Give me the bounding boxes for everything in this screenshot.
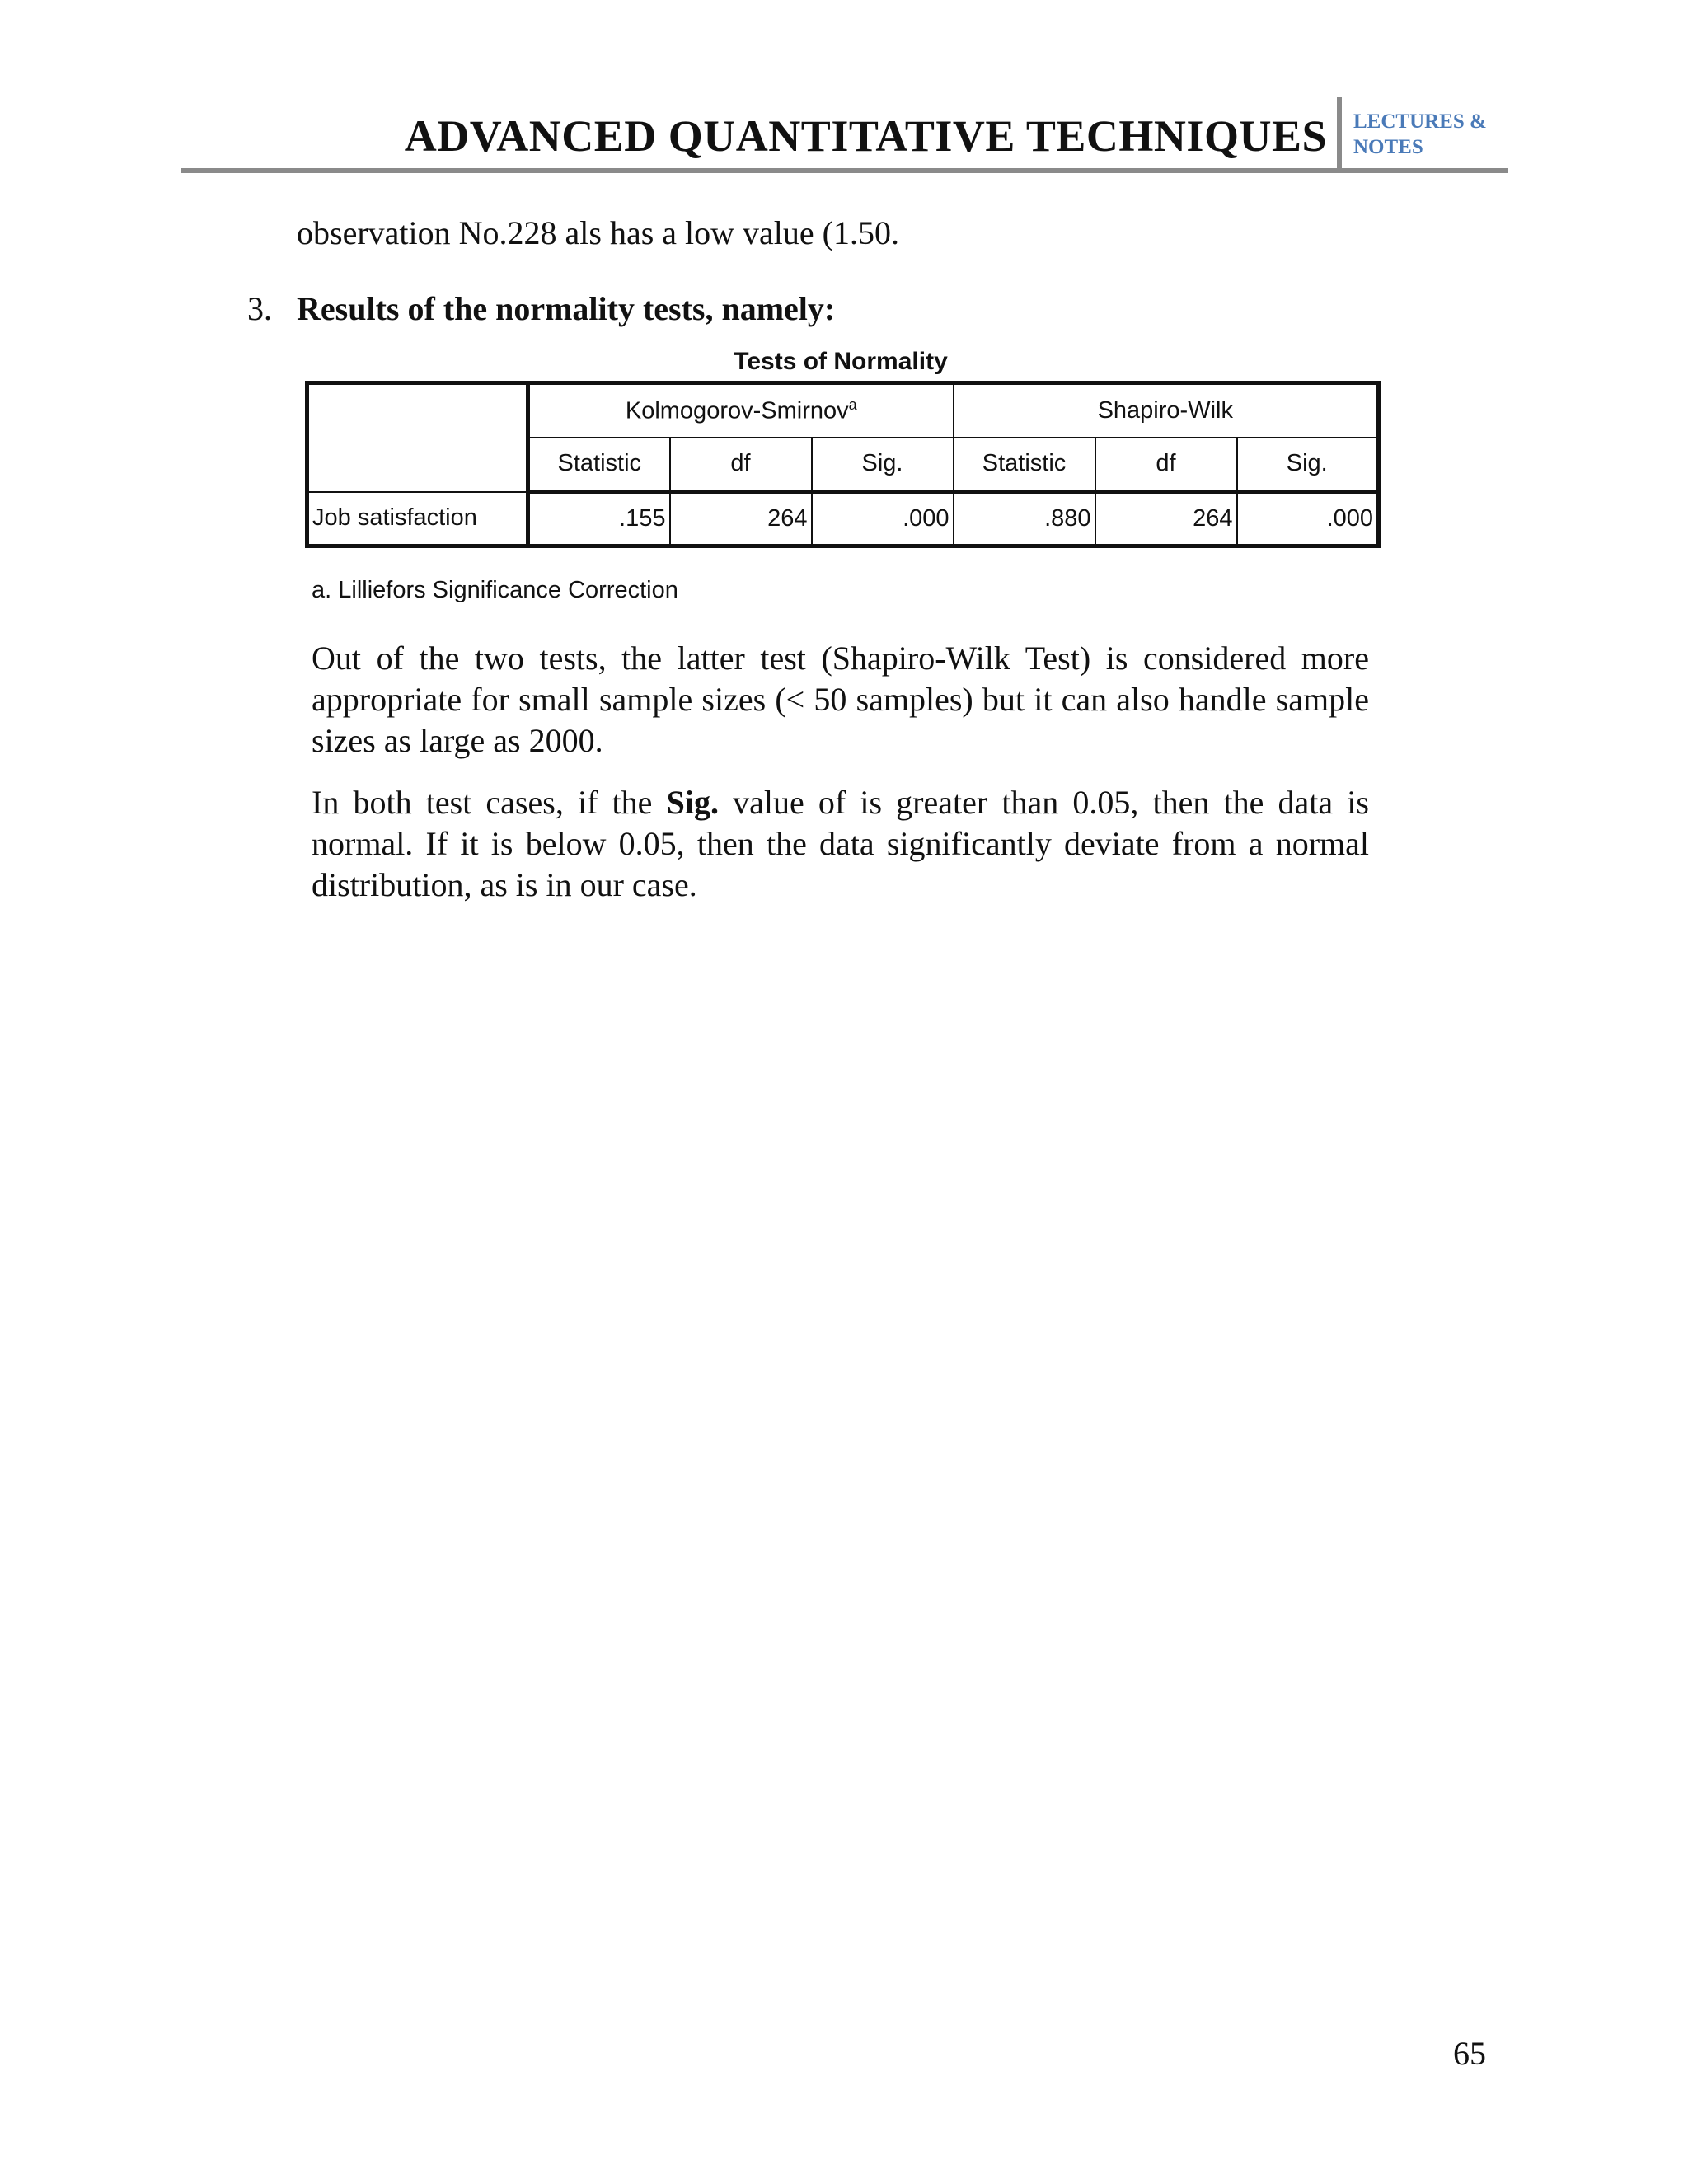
normality-table [305, 381, 1381, 548]
col-header: df [670, 438, 812, 492]
paragraph-2-bold: Sig. [666, 784, 719, 821]
page-header [181, 97, 1508, 173]
header-badge [1353, 109, 1487, 160]
col-header: Statistic [528, 438, 670, 492]
row-label: Job satisfaction [307, 492, 528, 546]
header-badge-line2: NOTES [1353, 136, 1423, 158]
table-footnote: a. Lilliefors Significance Correction [312, 577, 678, 603]
item-heading: Results of the normality tests, namely: [297, 290, 836, 327]
table-stub-header [307, 383, 528, 492]
group-header-ks [528, 383, 954, 438]
page-number: 65 [1453, 2035, 1486, 2072]
group-header-sw: Shapiro-Wilk [954, 383, 1379, 438]
header-rule [181, 168, 1508, 173]
group-ks-label: Kolmogorov-Smirnov [625, 397, 849, 424]
table-cell: 264 [670, 492, 812, 546]
table-cell: 264 [1095, 492, 1237, 546]
table-title: Tests of Normality [734, 348, 948, 375]
item-number: 3. [247, 290, 272, 327]
header-divider [1337, 97, 1342, 171]
paragraph-2 [312, 782, 1369, 906]
header-title: ADVANCED QUANTITATIVE TECHNIQUES [404, 111, 1327, 161]
table-cell: .000 [1237, 492, 1379, 546]
observation-line: observation No.228 als has a low value (1.50. [297, 214, 899, 251]
col-header: Statistic [954, 438, 1095, 492]
paragraph-2-part-a: In both test cases, if the [312, 784, 667, 821]
paragraph-1: Out of the two tests, the latter test (Shapiro-Wilk Test) is considered more appropriate for small sample sizes (< 50 samples) but it can also handle sample sizes as large as 2000. [312, 640, 1369, 759]
col-header: Sig. [1237, 438, 1379, 492]
header-badge-line1: LECTURES & [1353, 110, 1487, 133]
col-header: df [1095, 438, 1237, 492]
group-ks-footnote-mark: a [848, 396, 857, 413]
paragraph-2-part-b: value of is greater than 0.05, then the data is normal. If it is below 0.05, then the data significantly deviate from a normal distribution, as is in our case. [312, 784, 1369, 903]
col-header: Sig. [812, 438, 954, 492]
table-cell: .000 [812, 492, 954, 546]
table-cell: .155 [528, 492, 670, 546]
table-group-header-row [307, 383, 1379, 438]
table-cell: .880 [954, 492, 1095, 546]
table-row [307, 492, 1379, 546]
